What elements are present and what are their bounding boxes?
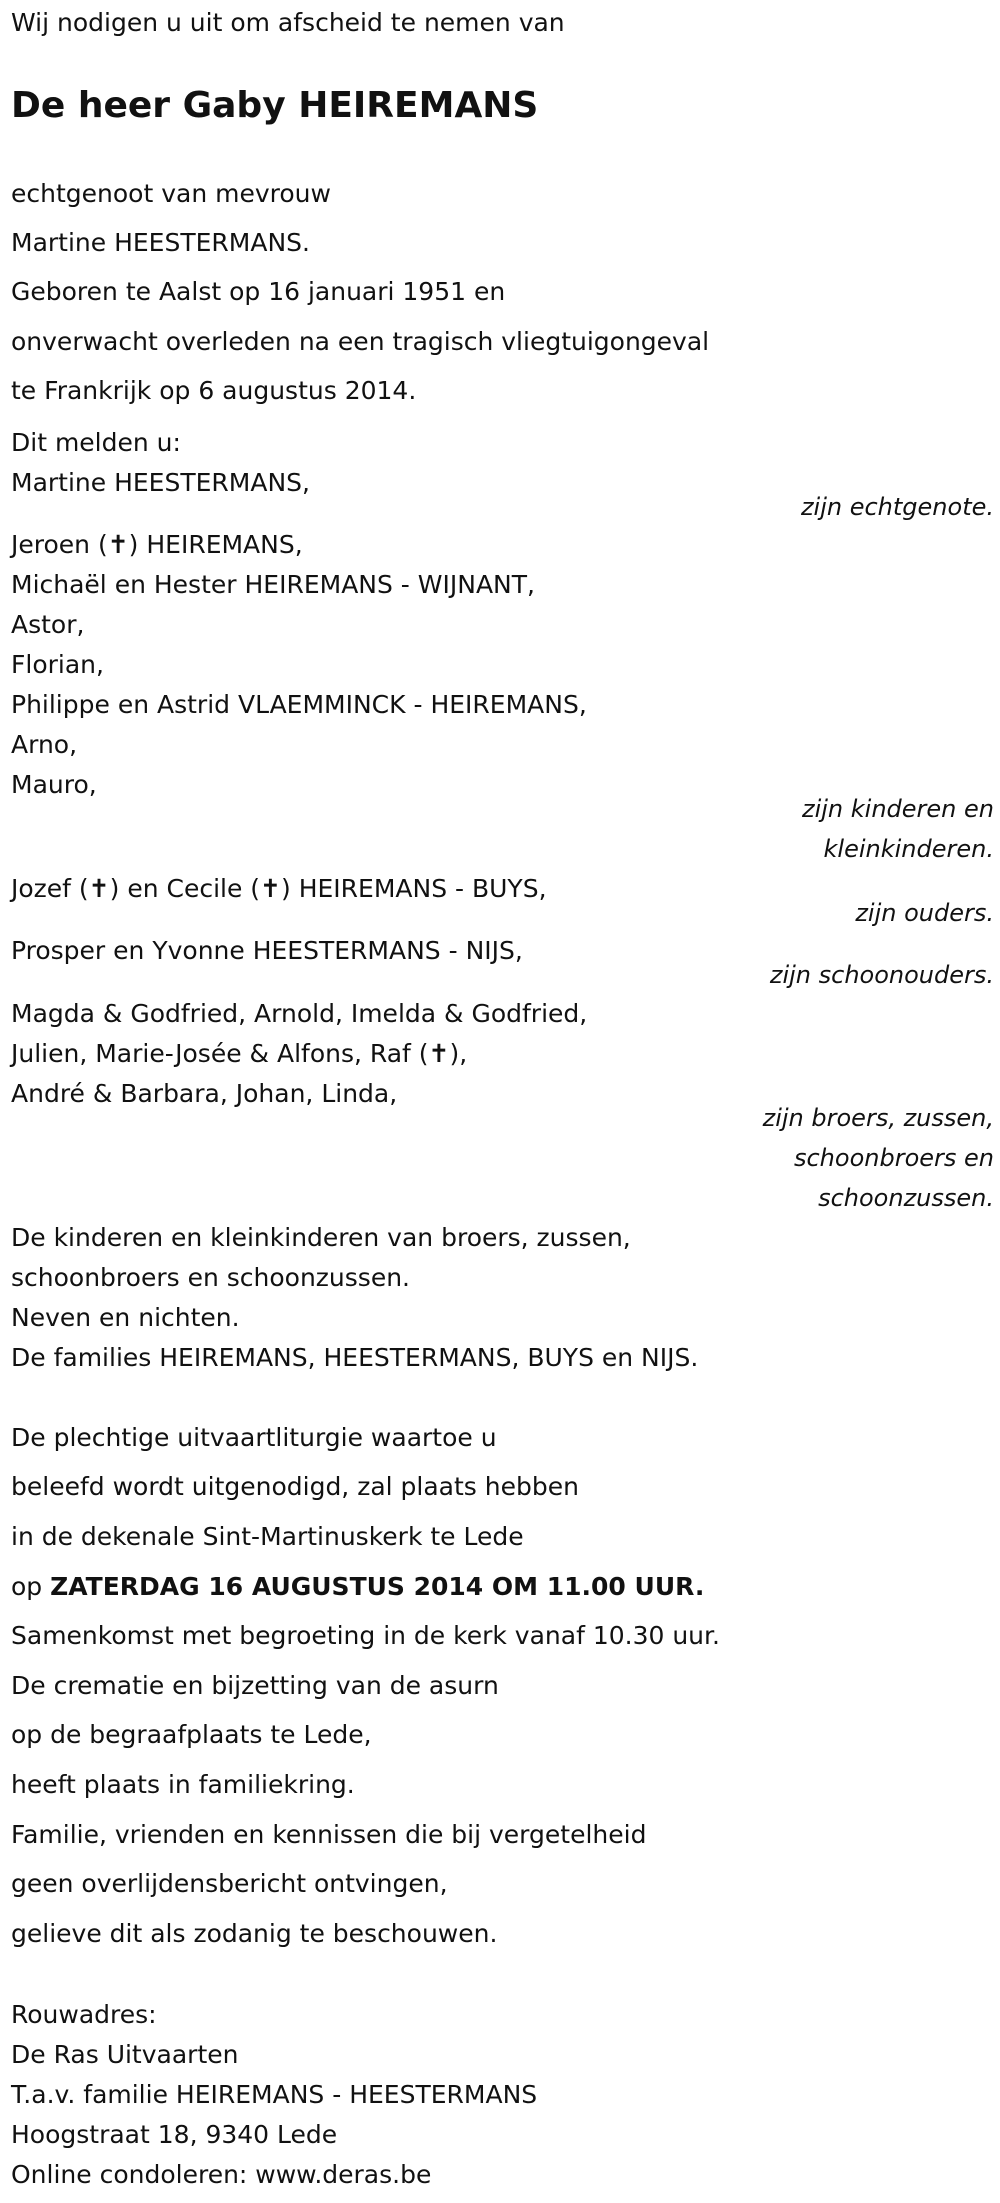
child-name: Mauro, <box>11 770 97 799</box>
funeral-line: Familie, vrienden en kennissen die bij vergetelheid <box>11 1820 647 1849</box>
address-line: De Ras Uitvaarten <box>11 2040 239 2069</box>
funeral-line: op de begraafplaats te Lede, <box>11 1720 372 1749</box>
funeral-line: Samenkomst met begroeting in de kerk vanaf 10.30 uur. <box>11 1621 720 1650</box>
intro-text: Wij nodigen u uit om afscheid te nemen van <box>11 8 565 37</box>
child-name: Florian, <box>11 650 104 679</box>
in-laws-name: Prosper en Yvonne HEESTERMANS - NIJS, <box>11 936 523 965</box>
siblings-role: zijn broers, zussen, <box>762 1104 994 1132</box>
funeral-line: geen overlijdensbericht ontvingen, <box>11 1869 448 1898</box>
funeral-date: ZATERDAG 16 AUGUSTUS 2014 OM 11.00 UUR. <box>50 1572 705 1601</box>
announcement-line: echtgenoot van mevrouw <box>11 179 331 208</box>
announcement-line: onverwacht overleden na een tragisch vliegtuigongeval <box>11 327 710 356</box>
child-name: Arno, <box>11 730 78 759</box>
condolence-line: Online condoleren: www.deras.be <box>11 2160 432 2189</box>
extended-family-line: De kinderen en kleinkinderen van broers, zussen, <box>11 1223 631 1252</box>
parents-name: Jozef (✝) en Cecile (✝) HEIREMANS - BUYS, <box>11 874 547 903</box>
sibling-names: Magda & Godfried, Arnold, Imelda & Godfried, <box>11 999 588 1028</box>
child-name: Michaël en Hester HEIREMANS - WIJNANT, <box>11 570 535 599</box>
funeral-line: heeft plaats in familiekring. <box>11 1770 355 1799</box>
child-name: Jeroen (✝) HEIREMANS, <box>11 530 303 559</box>
address-label: Rouwadres: <box>11 2000 157 2029</box>
child-name: Philippe en Astrid VLAEMMINCK - HEIREMANS, <box>11 690 587 719</box>
children-role: zijn kinderen en <box>802 795 994 823</box>
parents-role: zijn ouders. <box>855 899 994 927</box>
siblings-role: schoonzussen. <box>818 1184 994 1212</box>
announcement-line: Martine HEESTERMANS. <box>11 228 310 257</box>
spouse-name: Martine HEESTERMANS, <box>11 468 310 497</box>
in-laws-role: zijn schoonouders. <box>769 961 994 989</box>
address-line: Hoogstraat 18, 9340 Lede <box>11 2120 338 2149</box>
sibling-names: André & Barbara, Johan, Linda, <box>11 1079 398 1108</box>
funeral-line: in de dekenale Sint-Martinuskerk te Lede <box>11 1522 524 1551</box>
announcement-line: te Frankrijk op 6 augustus 2014. <box>11 376 417 405</box>
address-line: T.a.v. familie HEIREMANS - HEESTERMANS <box>11 2080 538 2109</box>
spouse-role: zijn echtgenote. <box>800 493 994 521</box>
sibling-names: Julien, Marie-Josée & Alfons, Raf (✝), <box>11 1039 468 1068</box>
funeral-date-line <box>11 1572 704 1602</box>
siblings-role: schoonbroers en <box>793 1144 994 1172</box>
page-title: De heer Gaby HEIREMANS <box>11 85 539 126</box>
funeral-line: gelieve dit als zodanig te beschouwen. <box>11 1919 498 1948</box>
children-role: kleinkinderen. <box>823 835 994 863</box>
funeral-line: beleefd wordt uitgenodigd, zal plaats hebben <box>11 1472 579 1501</box>
child-name: Astor, <box>11 610 85 639</box>
extended-family-line: schoonbroers en schoonzussen. <box>11 1263 410 1292</box>
funeral-line: De crematie en bijzetting van de asurn <box>11 1671 499 1700</box>
announcement-line: Geboren te Aalst op 16 januari 1951 en <box>11 277 506 306</box>
extended-family-line: Neven en nichten. <box>11 1303 240 1332</box>
funeral-line: De plechtige uitvaartliturgie waartoe u <box>11 1423 497 1452</box>
funeral-date-prefix: op <box>11 1572 43 1601</box>
dit-melden-label: Dit melden u: <box>11 428 181 457</box>
extended-family-line: De families HEIREMANS, HEESTERMANS, BUYS en NIJS. <box>11 1343 699 1372</box>
